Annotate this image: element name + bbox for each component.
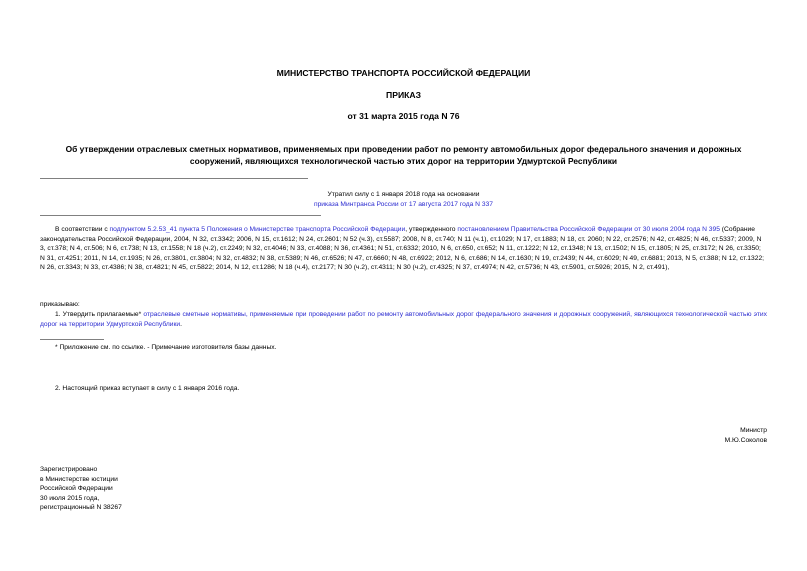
registration-block bbox=[40, 465, 122, 513]
registration-line-5: регистрационный N 38267 bbox=[40, 504, 122, 512]
signature-block bbox=[725, 426, 767, 445]
preamble-rest: (Собрание законодательства Российской Федерации, 2004, N 32, ст.3342; 2006, N 15, ст.1612; N 24, ст.2601; N 52 (ч.3), ст.5587; 2008, N 8, ст.740; N 11 (ч.1), ст.1029; N 17, ст.1883; N 18, ст. 2060; N 22, ст.2576; N 42, ст.4825; N 46, ст.5337; 2009, N 3, ст.378; N 4, ст.506; N 6, ст.738; N 13, ст.1558; N 18 (ч.2), ст.2249; N 32, ст.4046; N 33, ст.4088; N 36, ст.4361; N 51, ст.6332; 2010, N 6, ст.650, ст.652; N 11, ст.1222; N 12, ст.1348; N 13, ст.1502; N 15, ст.1805; N 25, ст.3172; N 26, ст.3350; N 31, ст.4251; 2011, N 14, ст.1935; N 26, ст.3801, ст.3804; N 32, ст.4832; N 38, ст.5389; N 46, ст.6526; N 47, ст.6660; N 48, ст.6922; 2012, N 6, ст.686; N 14, ст.1630; N 19, ст.2439; N 44, ст.6029; N 49, ст.6881; 2013, N 5, ст.388; N 12, ст.1322; N 26, ст.3343; N 33, ст.4386; N 38, ст.4821; N 45, ст.5822; 2014, N 12, ст.1286; N 18 (ч.4), ст.2177; N 30 (ч.2), ст.4311; N 30 (ч.2), ст.4325; N 37, ст.4974; N 42, ст.5736; N 43, ст.5901, ст.5926; 2015, N 2, ст.491), bbox=[40, 226, 765, 272]
status-note bbox=[40, 190, 767, 209]
signature-position: Министр bbox=[740, 427, 767, 434]
footnote-divider bbox=[40, 339, 104, 340]
preamble-link-regulation[interactable]: подпунктом 5.2.53_41 пункта 5 Положения о Министерстве транспорта Российской Федерации bbox=[109, 226, 406, 233]
registration-line-1: Зарегистрировано bbox=[40, 466, 98, 473]
preamble-mid: , утвержденного bbox=[405, 226, 458, 233]
footnote: * Приложение см. по ссылке. - Примечание изготовителя базы данных. bbox=[55, 344, 277, 351]
registration-line-4: 30 июля 2015 года, bbox=[40, 494, 100, 502]
registration-line-3: Российской Федерации bbox=[40, 485, 113, 493]
order-word: приказываю: bbox=[40, 301, 80, 308]
item-2-paragraph: 2. Настоящий приказ вступает в силу с 1 января 2016 года. bbox=[55, 385, 240, 392]
status-note-text: Утратил силу с 1 января 2018 года на основании bbox=[327, 191, 480, 198]
registration-line-2: в Министерстве юстиции bbox=[40, 475, 118, 483]
status-note-link[interactable]: приказа Минтранса России от 17 августа 2017 года N 337 bbox=[313, 200, 494, 208]
signature-name: М.Ю.Соколов bbox=[724, 436, 767, 444]
divider-top bbox=[40, 178, 308, 179]
doc-type-heading: ПРИКАЗ bbox=[386, 90, 421, 100]
item-1-suffix: . bbox=[180, 320, 183, 328]
preamble-intro: В соответствии с bbox=[55, 226, 110, 233]
document-title: Об утверждении отраслевых сметных нормативов, применяемых при проведении работ по ремонту автомобильных дорог федерального значения и дорожных сооружений, являющихся технологической частью этих дорог на территории Удмуртской Республики bbox=[65, 144, 742, 166]
item-1-prefix: 1. Утвердить прилагаемые* bbox=[55, 311, 144, 318]
item-1-link[interactable]: отраслевые сметные нормативы, применяемые при проведении работ по ремонту автомобильных дорог федерального значения и дорожных сооружений, являющихся технологической частью этих дорог на территории Удмуртской Республики bbox=[40, 311, 767, 328]
preamble-link-resolution[interactable]: постановлением Правительства Российской Федерации от 30 июля 2004 года N 395 bbox=[457, 226, 720, 233]
ministry-heading: МИНИСТЕРСТВО ТРАНСПОРТА РОССИЙСКОЙ ФЕДЕРАЦИИ bbox=[276, 68, 531, 78]
preamble-paragraph bbox=[40, 225, 767, 273]
item-1-paragraph bbox=[40, 310, 767, 329]
divider-bottom bbox=[40, 215, 321, 216]
date-number-heading: от 31 марта 2015 года N 76 bbox=[347, 111, 460, 121]
